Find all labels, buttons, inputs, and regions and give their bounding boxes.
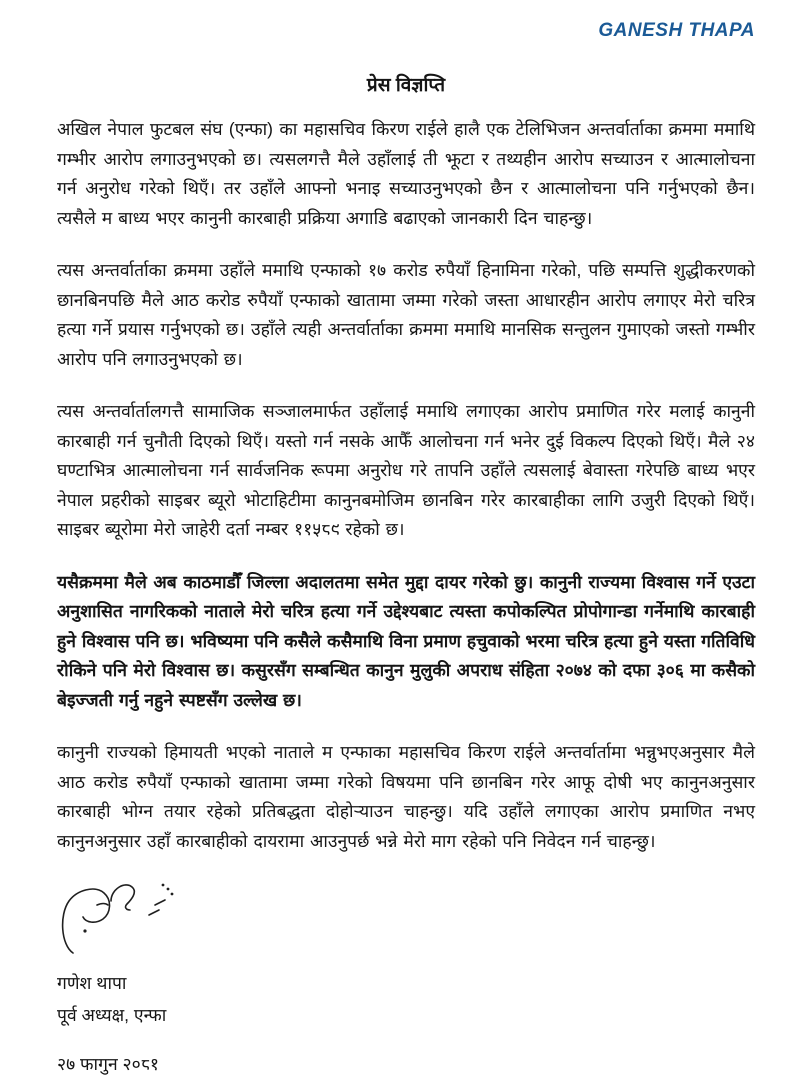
signature-block: [57, 879, 755, 1079]
letterhead-brand: GANESH THAPA: [598, 20, 755, 41]
paragraph-1: अखिल नेपाल फुटबल संघ (एन्फा) का महासचिव किरण राईले हालै एक टेलिभिजन अन्तर्वार्ताका क्रममा ममाथि गम्भीर आरोप लगाउनुभएको छ। त्यसलगत्तै मैले उहाँलाई ती झूटा र तथ्यहीन आरोप सच्याउन र आत्मालोचना गर्न अनुरोध गरेको थिएँ। तर उहाँले आफ्नो भनाइ सच्याउनुभएको छैन र आत्मालोचना पनि गर्नुभएको छैन। त्यसैले म बाध्य भएर कानुनी कारबाही प्रक्रिया अगाडि बढाएको जानकारी दिन चाहन्छु।: [57, 119, 755, 228]
signatory-role: पूर्व अध्यक्ष, एन्फा: [57, 1005, 167, 1025]
paragraph-3: त्यस अन्तर्वार्तालगत्तै सामाजिक सञ्जालमार्फत उहाँलाई ममाथि लगाएका आरोप प्रमाणित गरेर मलाई कानुनी कारबाही गर्न चुनौती दिएको थिएँ। यस्तो गर्न नसके आफैँ आलोचना गर्न भनेर दुई विकल्प दिएको थिएँ। मैले २४ घण्टाभित्र आत्मालोचना गर्न सार्वजनिक रूपमा अनुरोध गरे तापनि उहाँले त्यसलाई बेवास्ता गरेपछि बाध्य भएर नेपाल प्रहरीको साइबर ब्यूरो भोटाहिटीमा कानुनबमोजिम छानबिन गरेर कारबाहीका लागि उजुरी दिएको थिएँ। साइबर ब्यूरोमा मेरो जाहेरी दर्ता नम्बर ११५८९ रहेको छ।: [57, 401, 755, 539]
signatory-name: गणेश थापा: [57, 973, 127, 993]
paragraph-2: त्यस अन्तर्वार्ताका क्रममा उहाँले ममाथि एन्फाको १७ करोड रुपैयाँ हिनामिना गरेको, पछि सम्पत्ति शुद्धीकरणको छानबिनपछि मैले आठ करोड रुपैयाँ एन्फाको खातामा जम्मा गरेको जस्ता आधारहीन आरोप लगाएर मेरो चरित्र हत्या गर्ने प्रयास गर्नुभएको छ। उहाँले त्यही अन्तर्वार्ताका क्रममा ममाथि मानसिक सन्तुलन गुमाएको जस्तो गम्भीर आरोप पनि लगाउनुभएको छ।: [57, 260, 755, 369]
paragraph-4-bold: यसैक्रममा मैले अब काठमाडौँ जिल्ला अदालतमा समेत मुद्दा दायर गरेको छु। कानुनी राज्यमा विश्वास गर्ने एउटा अनुशासित नागरिकको नाताले मेरो चरित्र हत्या गर्ने उद्देश्यबाट त्यस्ता कपोकल्पित प्रोपोगान्डा गर्नेमाथि कारबाही हुने विश्वास पनि छ। भविष्यमा पनि कसैले कसैमाथि विना प्रमाण हचुवाको भरमा चरित्र हत्या हुने यस्ता गतिविधि रोकिने पनि मेरो विश्वास छ। कसुरसँग सम्बन्धित कानुन मुलुकी अपराध संहिता २०७४ को दफा ३०६ मा कसैको बेइज्जती गर्नु नहुने स्पष्टसँग उल्लेख छ।: [57, 571, 756, 710]
document-date: २७ फागुन २०८१: [57, 1054, 159, 1074]
document-body: [57, 115, 755, 856]
page-title: प्रेस विज्ञप्ति: [366, 75, 446, 96]
paragraph-5: कानुनी राज्यको हिमायती भएको नाताले म एन्फाका महासचिव किरण राईले अन्तर्वार्तामा भन्नुभएअनुसार मैले आठ करोड रुपैयाँ एन्फाको खातामा जम्मा गरेको विषयमा पनि छानबिन गरेर आफू दोषी भए कानुनअनुसार कारबाही भोग्न तयार रहेको प्रतिबद्धता दोहोऱ्याउन चाहन्छु। यदि उहाँले लगाएका आरोप प्रमाणित नभए कानुनअनुसार उहाँ कारबाहीको दायरामा आउनुपर्छ भन्ने मेरो माग रहेको पनि निवेदन गर्न चाहन्छु।: [57, 742, 755, 851]
handwritten-signature-icon: [59, 879, 755, 965]
